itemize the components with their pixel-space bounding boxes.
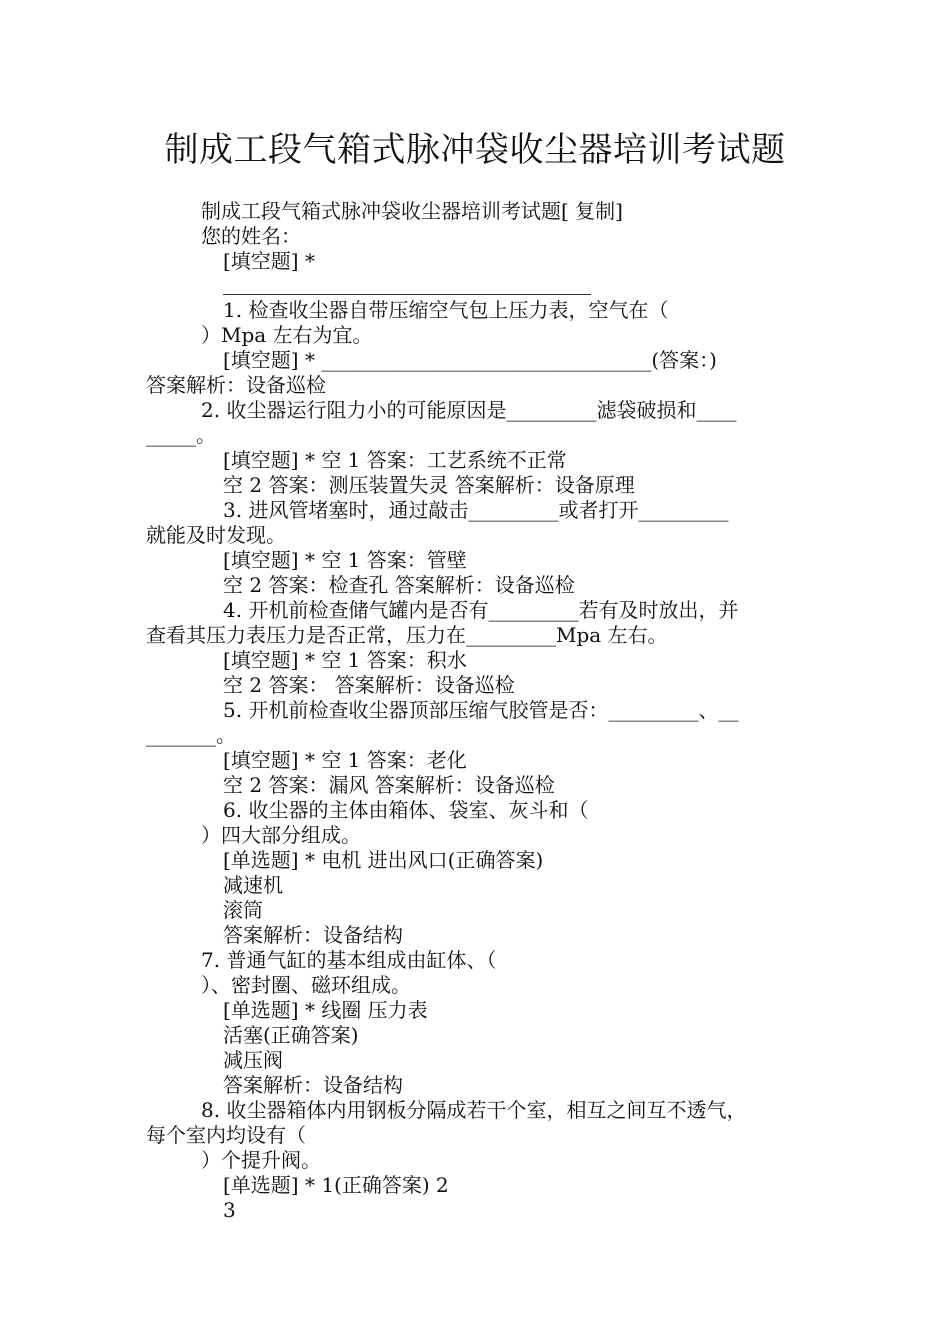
q7-options: [单选题] * 线圈 压力表 xyxy=(223,998,428,1022)
document-title: 制成工段气箱式脉冲袋收尘器培训考试题 xyxy=(164,130,786,170)
q8-text-cont-2: ）个提升阀。 xyxy=(201,1148,321,1172)
q8-option-3: 3 xyxy=(223,1198,236,1222)
q2-text-cont: _____。 xyxy=(146,423,216,447)
q7-option-valve: 减压阀 xyxy=(223,1048,283,1072)
q7-text-cont: ）、密封圈、磁环组成。 xyxy=(201,973,411,997)
q1-text-cont: ）Mpa 左右为宜。 xyxy=(201,323,373,347)
q4-answer-2: 空 2 答案： 答案解析：设备巡检 xyxy=(223,673,515,697)
q6-option-drum: 滚筒 xyxy=(223,898,263,922)
survey-heading: 制成工段气箱式脉冲袋收尘器培训考试题[ 复制] xyxy=(201,199,623,223)
q6-options: [单选题] * 电机 进出风口(正确答案) xyxy=(223,848,544,872)
q6-text-cont: ）四大部分组成。 xyxy=(201,823,361,847)
q4-text-cont: 查看其压力表压力是否正常，压力在_________Mpa 左右。 xyxy=(146,623,668,647)
q7-text: 7. 普通气缸的基本组成由缸体、（ xyxy=(201,948,497,972)
q8-text: 8. 收尘器箱体内用钢板分隔成若干个室，相互之间互不透气， xyxy=(201,1098,747,1122)
q4-text: 4. 开机前检查储气罐内是否有_________若有及时放出，并 xyxy=(223,598,739,622)
q2-text: 2. 收尘器运行阻力小的可能原因是_________滤袋破损和____ xyxy=(201,398,737,422)
q3-answer-2: 空 2 答案：检查孔 答案解析：设备巡检 xyxy=(223,573,575,597)
q1-explanation: 答案解析：设备巡检 xyxy=(146,373,326,397)
name-question-type: [填空题] * xyxy=(223,249,315,273)
q7-explanation: 答案解析：设备结构 xyxy=(223,1073,403,1097)
q1-text: 1. 检查收尘器自带压缩空气包上压力表，空气在（ xyxy=(223,298,669,322)
q5-text: 5. 开机前检查收尘器顶部压缩气胶管是否：_________、__ xyxy=(223,698,739,722)
q8-text-cont: 每个室内均设有（ xyxy=(146,1123,306,1147)
q5-text-cont: _______。 xyxy=(146,723,236,747)
q4-answer-1: [填空题] * 空 1 答案：积水 xyxy=(223,648,467,672)
q3-text-cont: 就能及时发现。 xyxy=(146,523,286,547)
q8-options: [单选题] * 1(正确答案) 2 xyxy=(223,1173,449,1197)
q2-answer-2: 空 2 答案：测压装置失灵 答案解析：设备原理 xyxy=(223,473,635,497)
q6-option-reducer: 减速机 xyxy=(223,873,283,897)
q3-text: 3. 进风管堵塞时，通过敲击_________或者打开_________ xyxy=(223,498,729,522)
name-prompt: 您的姓名： xyxy=(201,224,301,248)
name-answer-line xyxy=(223,294,591,295)
q6-text: 6. 收尘器的主体由箱体、袋室、灰斗和（ xyxy=(223,798,589,822)
q5-answer-2: 空 2 答案：漏风 答案解析：设备巡检 xyxy=(223,773,555,797)
q2-answer-1: [填空题] * 空 1 答案：工艺系统不正常 xyxy=(223,448,567,472)
q7-option-piston: 活塞(正确答案) xyxy=(223,1023,359,1047)
q3-answer-1: [填空题] * 空 1 答案：管壁 xyxy=(223,548,467,572)
q5-answer-1: [填空题] * 空 1 答案：老化 xyxy=(223,748,467,772)
q6-explanation: 答案解析：设备结构 xyxy=(223,923,403,947)
q1-question-type: [填空题] * _________________________________(答案：) xyxy=(223,348,717,372)
